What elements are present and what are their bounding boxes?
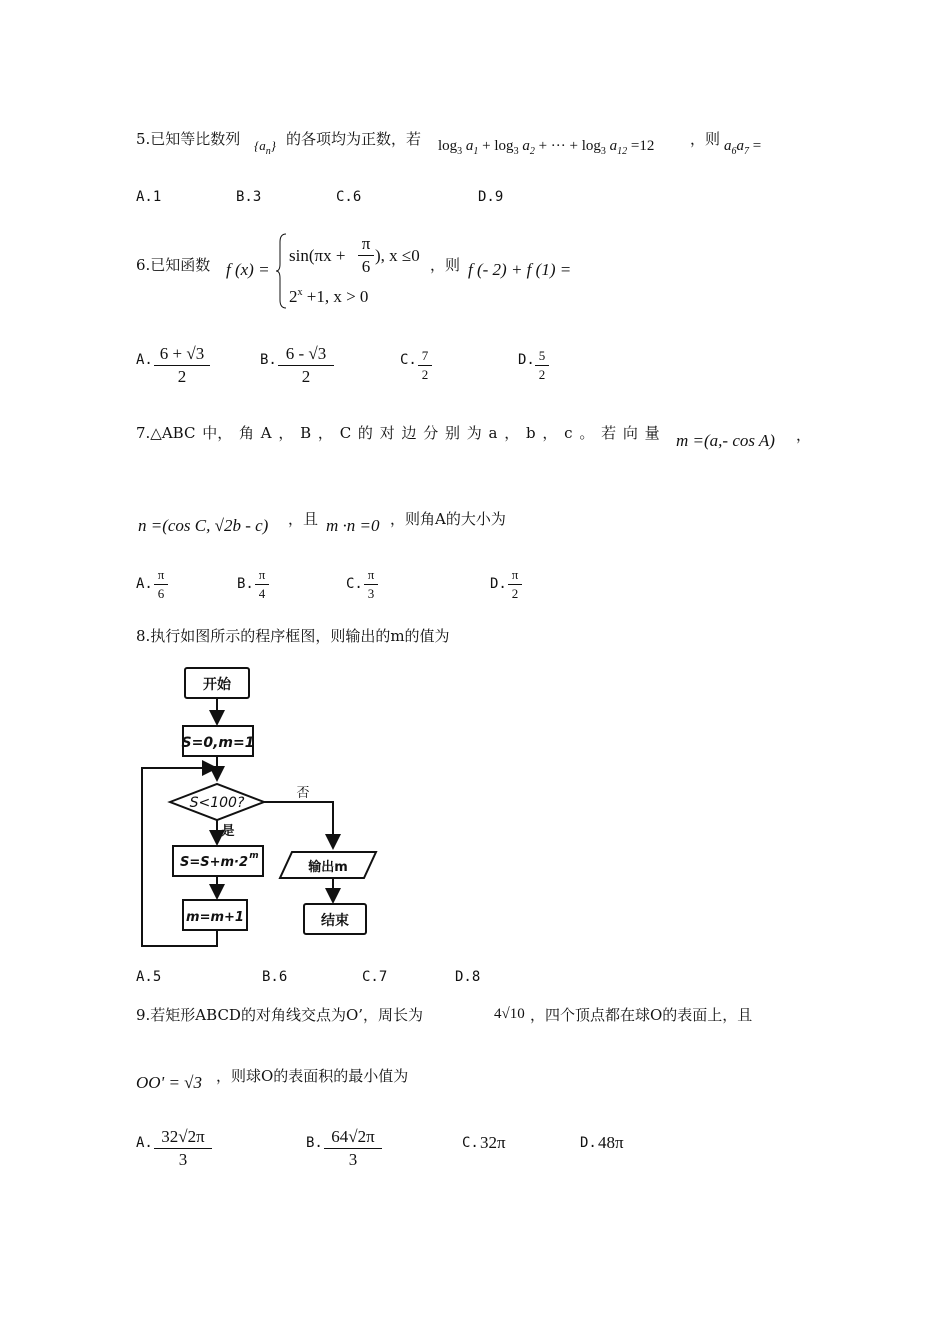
q8-option-d[interactable]: D.8 [455, 969, 481, 985]
q7-vector-m: m =(a,- cos A) [676, 431, 775, 450]
q7-vector-n: n =(cos C, √2b - c) [138, 516, 269, 535]
q9-stem-part1: 9.若矩形ABCD的对角线交点为O’，周长为 [136, 1006, 424, 1024]
q9-option-c-value[interactable]: 32π [480, 1133, 506, 1152]
q9-option-d-label[interactable]: D. [580, 1135, 597, 1151]
flow-no-label: 否 [296, 786, 310, 801]
flow-cond-text: S<100? [189, 795, 245, 811]
q6-case1-tail: ), x ≤0 [375, 246, 420, 265]
q6-option-a-label[interactable]: A. [136, 352, 153, 368]
q6-case1: sin(πx + [289, 246, 346, 265]
q5-option-b[interactable]: B.3 [236, 189, 262, 205]
q9-stem-part2: ，四个顶点都在球O的表面上，且 [530, 1006, 753, 1024]
flow-update-sup: m [249, 851, 259, 861]
flow-end-text: 结束 [321, 913, 349, 929]
q6-option-d-fraction[interactable]: 5 2 [535, 348, 549, 383]
q7-option-c-fraction[interactable]: π 3 [364, 567, 378, 602]
q6-function-name: f (x) = [226, 260, 270, 279]
q5-option-d[interactable]: D.9 [478, 189, 504, 205]
q9-option-d-value[interactable]: 48π [598, 1133, 624, 1152]
q8-flowchart [130, 660, 390, 955]
q7-option-a-label[interactable]: A. [136, 576, 153, 592]
q7-option-d-label[interactable]: D. [490, 576, 507, 592]
q5-sequence: $\{a_n\}$ [254, 138, 276, 157]
q8-option-b[interactable]: B.6 [262, 969, 288, 985]
q6-option-b-label[interactable]: B. [260, 352, 277, 368]
q6-option-c-fraction[interactable]: 7 2 [418, 348, 432, 383]
q6-then: ，则 [430, 256, 461, 274]
flow-inc-text: m=m+1 [186, 910, 244, 925]
q7-option-a-fraction[interactable]: π 6 [154, 567, 168, 602]
q8-option-c[interactable]: C.7 [362, 969, 388, 985]
q9-perimeter: 4√10 [494, 1006, 525, 1022]
q9-oo-distance: OO' = √3 [136, 1073, 202, 1092]
q6-option-c-label[interactable]: C. [400, 352, 417, 368]
flow-update-text: S=S+m·2 [179, 855, 249, 870]
q9-option-b-fraction[interactable]: 64√2π 3 [324, 1127, 382, 1170]
q7-option-c-label[interactable]: C. [346, 576, 363, 592]
q7-option-b-label[interactable]: B. [237, 576, 254, 592]
q5-then: ，则 [690, 130, 721, 148]
q5-target: $a_6a_7$ = [724, 138, 762, 157]
q6-query: f (- 2) + f (1) = [468, 260, 572, 279]
q5-log-sum: $\log_3 a_1 + \log_3 a_2$ + ··· + $\log_3 a_{12} =12$ [438, 138, 655, 157]
q6-case2: $2^x +1$, x > 0 [289, 287, 369, 306]
q9-question: ，则球O的表面积的最小值为 [216, 1067, 409, 1085]
q7-dot-product: m ·n =0 [326, 516, 380, 535]
q8-option-a[interactable]: A.5 [136, 969, 162, 985]
q6-stem: 6.已知函数 [136, 256, 211, 274]
flow-init-text: S=0,m=1 [181, 735, 255, 751]
q6-piecewise-brace [276, 232, 288, 310]
q7-question: ，则角A的大小为 [390, 510, 506, 528]
q9-option-b-label[interactable]: B. [306, 1135, 323, 1151]
q7-option-d-fraction[interactable]: π 2 [508, 567, 522, 602]
q9-option-c-label[interactable]: C. [462, 1135, 479, 1151]
flow-output-text: 输出m [308, 860, 348, 875]
q5-option-a[interactable]: A.1 [136, 189, 162, 205]
q7-option-b-fraction[interactable]: π 4 [255, 567, 269, 602]
flow-yes-label: 是 [221, 824, 235, 839]
q6-option-b-fraction[interactable]: 6 - √3 2 [278, 344, 334, 387]
q6-option-a-fraction[interactable]: 6 + √3 2 [154, 344, 210, 387]
q7-and: ，且 [288, 510, 319, 528]
q6-case1-fraction: π 6 [358, 234, 374, 277]
q5-stem-part1: 5.已知等比数列 [136, 130, 241, 148]
q7-comma: ， [796, 426, 812, 444]
q7-stem: 7.△ABC 中， 角 A ， B ， C 的 对 边 分 别 为 a ， b ， c 。 若 向 量 [136, 424, 660, 442]
q5-option-c[interactable]: C.6 [336, 189, 362, 205]
q5-stem-part2: 的各项均为正数，若 [286, 130, 422, 148]
q8-stem: 8.执行如图所示的程序框图，则输出的m的值为 [136, 627, 450, 645]
q9-option-a-label[interactable]: A. [136, 1135, 153, 1151]
q9-option-a-fraction[interactable]: 32√2π 3 [154, 1127, 212, 1170]
q6-option-d-label[interactable]: D. [518, 352, 535, 368]
flow-start-text: 开始 [203, 677, 231, 693]
